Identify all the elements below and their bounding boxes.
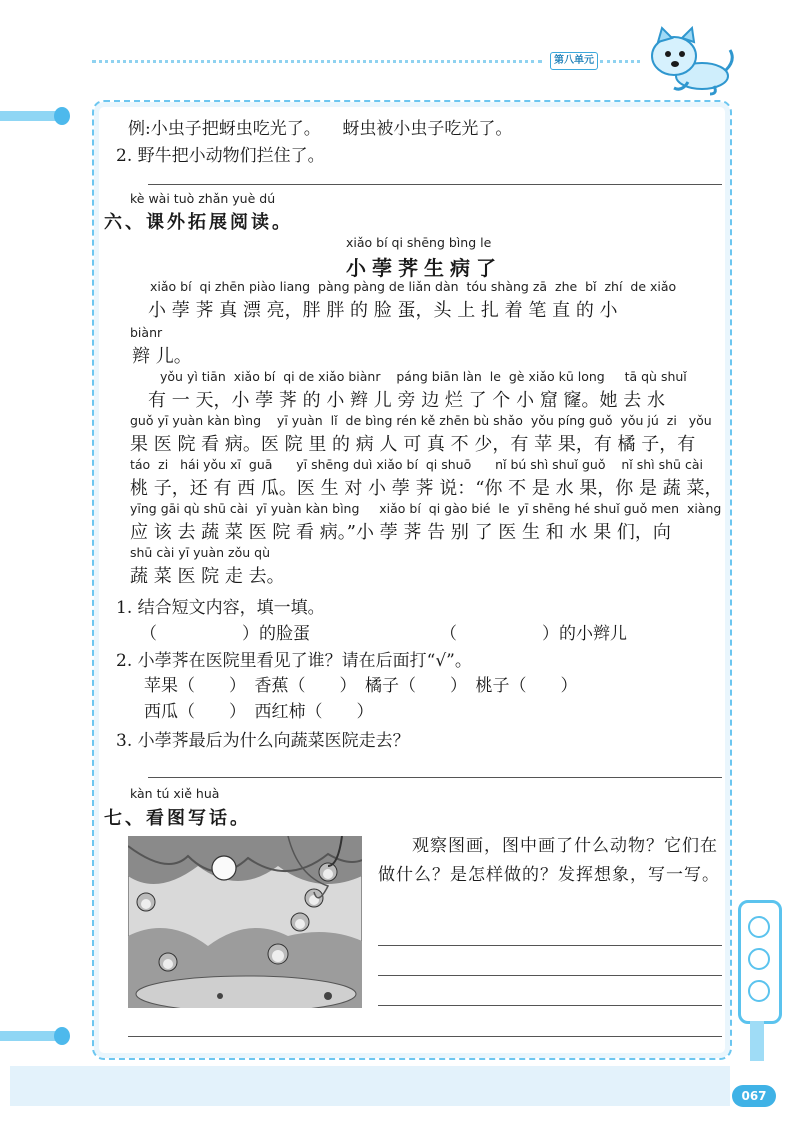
q1-blank-face[interactable]: （ ）的脸蛋 (140, 624, 310, 644)
story-title-pinyin: xiǎo bí qi shēng bìng le (346, 235, 492, 250)
passage-line-3: 有 一 天，小 荸 荠 的 小 辫 儿 旁 边 烂 了 个 小 窟 窿。她 去 水 (130, 390, 665, 411)
passage-line-4: 果 医 院 看 病。医 院 里 的 病 人 可 真 不 少，有 苹 果，有 橘 子，有 (130, 434, 696, 455)
question-3: 3. 小荸荠最后为什么向蔬菜医院走去？ (116, 731, 410, 751)
writing-line-1[interactable] (378, 945, 722, 946)
passage-pinyin-5: táo zi hái yǒu xī guā yī shēng duì xiǎo bí qi shuō nǐ bú shì shuǐ guǒ nǐ shì shū cài (130, 457, 703, 472)
question-1: 1. 结合短文内容，填一填。 (116, 598, 325, 618)
rewrite-q2: 2. 野牛把小动物们拦住了。 (116, 146, 325, 166)
passage-pinyin-6: yīng gāi qù shū cài yī yuàn kàn bìng xiǎo bí qi gào bié le yī shēng hé shuǐ guǒ men xiàng (130, 501, 722, 516)
section6-pinyin: kè wài tuò zhǎn yuè dú (130, 191, 276, 206)
unit-label: 第八单元 (550, 52, 598, 70)
light-circle-1 (748, 916, 770, 938)
header-dotted-rule (92, 60, 542, 63)
left-tab-bottom-knob (54, 1027, 70, 1045)
passage-line-2: 辫 儿。 (132, 346, 192, 367)
left-tab-top (0, 111, 62, 121)
left-tab-bottom (0, 1031, 62, 1041)
writing-prompt: 观察图画，图中画了什么动物？它们在做什么？是怎样做的？发挥想象，写一写。 (378, 836, 720, 885)
monkey-icon (137, 893, 155, 911)
passage-pinyin-4: guǒ yī yuàn kàn bìng yī yuàn lǐ de bìng rén kě zhēn bù shǎo yǒu píng guǒ yǒu jú zi yǒu (130, 413, 712, 428)
q2-options-row2[interactable]: 西瓜（ ） 西红柿（ ） (144, 702, 374, 722)
passage-pinyin-7: shū cài yī yuàn zǒu qù (130, 545, 270, 560)
q1-blank-braid[interactable]: （ ）的小辫儿 (440, 624, 627, 644)
passage-line-5: 桃 子，还 有 西 瓜。医 生 对 小 荸 荠 说：“你 不 是 水 果，你 是 蔬 菜， (130, 478, 723, 499)
example-sentence: 例:小虫子把蚜虫吃光了。 蚜虫被小虫子吃光了。 (128, 119, 513, 139)
question-2: 2. 小荸荠在医院里看见了谁？请在后面打“√”。 (116, 651, 472, 671)
page-number: 067 (732, 1085, 776, 1107)
header-dotted-rule-right (600, 60, 640, 63)
right-tab-stem (750, 1021, 764, 1061)
writing-line-4[interactable] (128, 1036, 722, 1037)
section7-pinyin: kàn tú xiě huà (130, 786, 220, 801)
dog-mascot-icon (644, 26, 736, 96)
answer-line[interactable] (148, 184, 722, 185)
passage-line-7: 蔬 菜 医 院 走 去。 (130, 566, 285, 587)
writing-line-2[interactable] (378, 975, 722, 976)
story-title: 小荸荠生病了 (346, 256, 502, 280)
monkeys-moon-picture (128, 836, 362, 1008)
passage-line-6: 应 该 去 蔬 菜 医 院 看 病。”小 荸 荠 告 别 了 医 生 和 水 果 们，向 (130, 522, 671, 543)
passage-line-1: 小 荸 荠 真 漂 亮，胖 胖 的 脸 蛋，头 上 扎 着 笔 直 的 小 (130, 300, 618, 321)
passage-pinyin-3: yǒu yì tiān xiǎo bí qi de xiǎo biànr páng biān làn le gè xiǎo kū long tā qù shuǐ (160, 369, 687, 384)
footer-band (10, 1066, 730, 1106)
writing-line-3[interactable] (378, 1005, 722, 1006)
light-circle-3 (748, 980, 770, 1002)
passage-pinyin-1: xiǎo bí qi zhēn piào liang pàng pàng de liǎn dàn tóu shàng zā zhe bǐ zhí de xiǎo (150, 279, 677, 294)
section7-heading: 七、看图写话。 (104, 808, 251, 829)
q3-answer-line[interactable] (148, 777, 722, 778)
moon-icon (212, 856, 236, 880)
q2-options-row1[interactable]: 苹果（ ） 香蕉（ ） 橘子（ ） 桃子（ ） (144, 676, 578, 696)
passage-pinyin-2: biànr (130, 325, 163, 340)
left-tab-top-knob (54, 107, 70, 125)
light-circle-2 (748, 948, 770, 970)
section6-heading: 六、课外拓展阅读。 (104, 212, 293, 233)
